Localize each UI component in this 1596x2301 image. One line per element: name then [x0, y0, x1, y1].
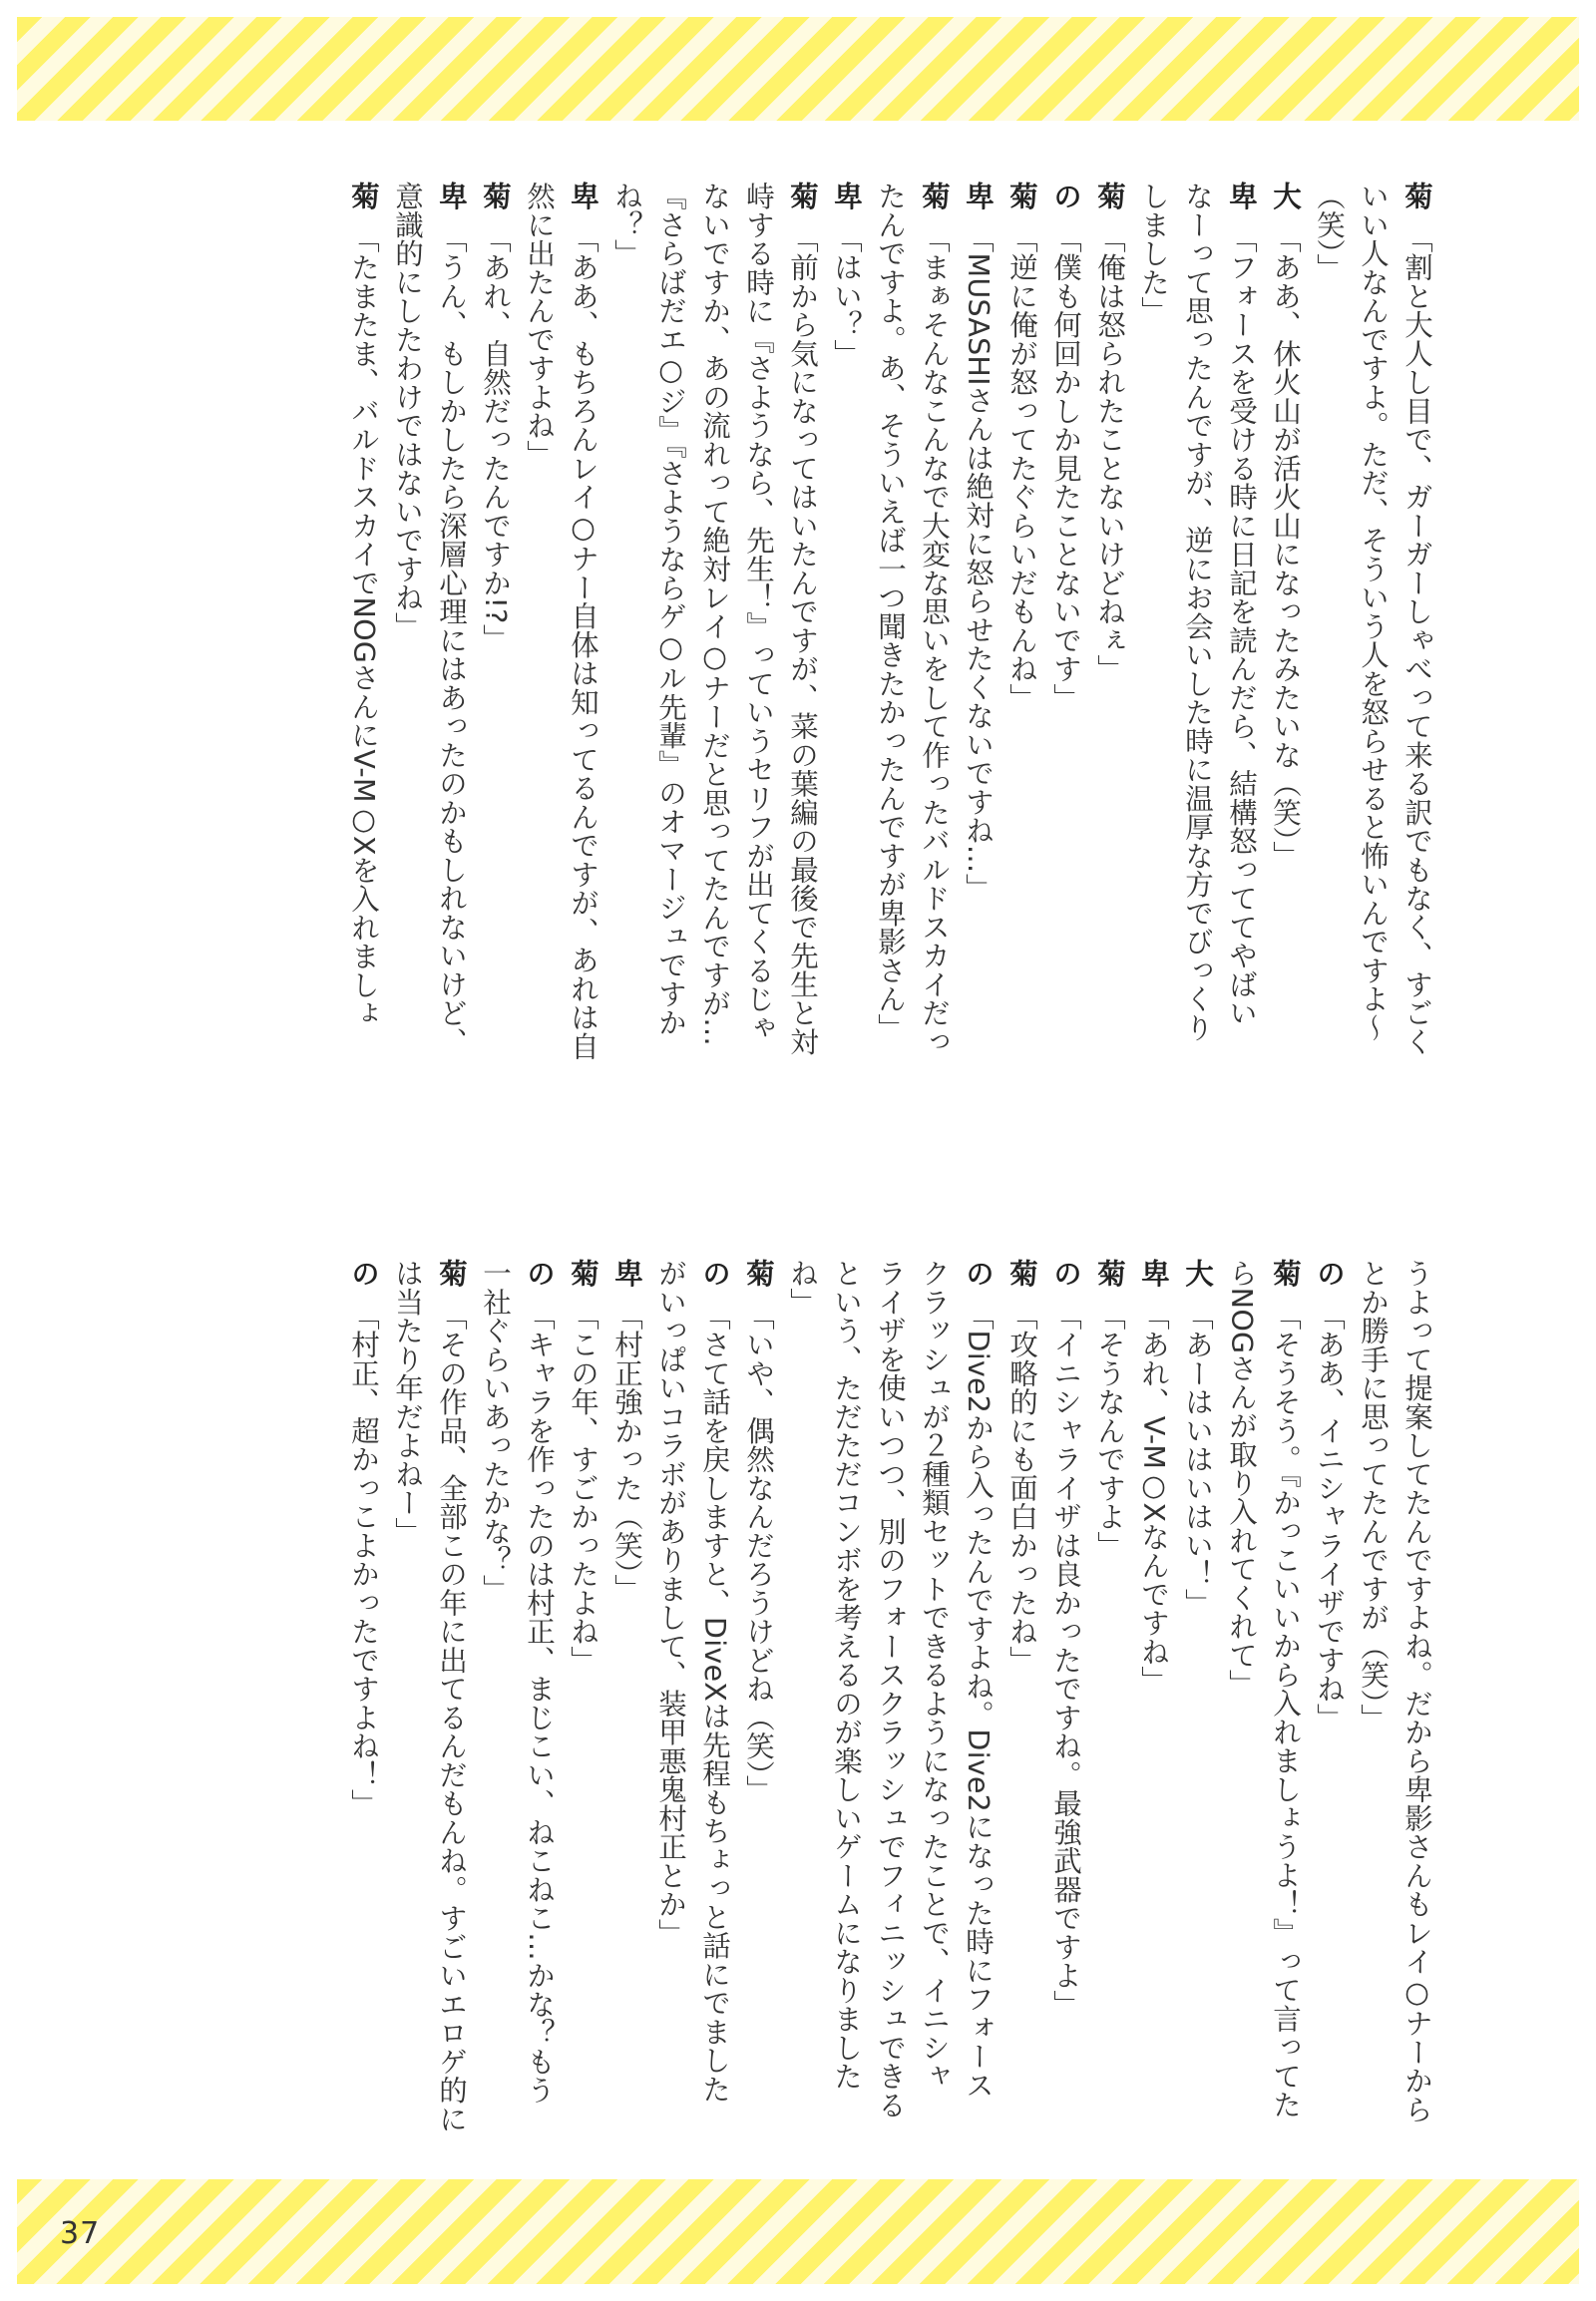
speaker-label: の	[1313, 1259, 1346, 1288]
dialogue-section-top	[180, 182, 1438, 1059]
dialogue-line	[1131, 1259, 1175, 2156]
speaker-label: の	[1049, 182, 1082, 210]
speaker-label: の	[1049, 1259, 1082, 1288]
dialogue-line	[1263, 1259, 1307, 2156]
dialogue-line	[1087, 182, 1131, 1059]
speaker-label: 大	[1181, 1259, 1214, 1288]
dialogue-text: クラッシュが２種類セットできるようになったことで、イニシャ	[918, 1259, 951, 2091]
dialogue-line	[1087, 1259, 1131, 2156]
dialogue-text: 「いや、偶然なんだろうけどね（笑）」	[742, 1301, 775, 1803]
top-decorative-stripe	[17, 17, 1579, 121]
speaker-label: 菊	[742, 1259, 775, 1288]
dialogue-text: がいっぱいコラボがありまして、装甲悪鬼村正とか」	[654, 1259, 687, 1947]
dialogue-text: 「割と大人し目で、ガーガーしゃべって来る訳でもなく、すごく	[1400, 223, 1433, 1056]
dialogue-text: 「その作品、全部この年に出てるんだもんね。すごいエロゲ的に	[435, 1301, 468, 2133]
dialogue-text: 「まぁそんなこんなで大変な思いをして作ったバルドスカイだっ	[918, 223, 951, 1056]
dialogue-text: 「あーはいはいはい！」	[1181, 1301, 1214, 1617]
dialogue-text: 「さて話を戻しますと、DiveXは先程もちょっと話にでました	[698, 1301, 731, 2104]
dialogue-line	[692, 182, 736, 1059]
speaker-label: 菊	[1093, 182, 1126, 210]
dialogue-line	[1307, 1259, 1351, 2156]
dialogue-line	[517, 182, 561, 1059]
dialogue-line	[1395, 1259, 1438, 2156]
speaker-label: 菊	[435, 1259, 468, 1288]
dialogue-text: 「そうなんですよ」	[1093, 1301, 1126, 1560]
dialogue-line	[999, 182, 1043, 1059]
dialogue-line	[385, 1259, 429, 2156]
dialogue-line	[824, 182, 868, 1059]
dialogue-text: 「この年、すごかったよね」	[567, 1301, 599, 1675]
dialogue-text: 「逆に俺が怒ってたぐらいだもんね」	[1005, 223, 1038, 712]
speaker-label: 菊	[786, 182, 819, 210]
dialogue-line	[604, 1259, 648, 2156]
dialogue-text: ね？」	[610, 182, 643, 268]
speaker-label: 菊	[567, 1259, 599, 1288]
speaker-label: 菊	[1005, 182, 1038, 210]
dialogue-line	[341, 182, 385, 1059]
speaker-label: 卑	[610, 1259, 643, 1288]
dialogue-text: 「そうそう。『かっこいいから入れましょうよ！』って言ってた	[1269, 1301, 1302, 2119]
dialogue-text: とか勝手に思ってたんですが（笑）」	[1357, 1259, 1390, 1732]
dialogue-line	[429, 1259, 473, 2156]
dialogue-line	[1131, 182, 1175, 1059]
dialogue-line	[956, 182, 999, 1059]
speaker-label: 卑	[435, 182, 468, 210]
dialogue-line	[473, 1259, 517, 2156]
dialogue-line	[1219, 1259, 1263, 2156]
dialogue-line	[1351, 182, 1395, 1059]
dialogue-line	[736, 182, 780, 1059]
speaker-label: 卑	[830, 182, 863, 210]
dialogue-line	[517, 1259, 561, 2156]
speaker-label: 菊	[479, 182, 512, 210]
dialogue-text: ないですか、あの流れって絶対レイ○ナーだと思ってたんですが…	[698, 182, 731, 1046]
dialogue-text: たんですよ。あ、そういえば一つ聞きたかったんですが卑影さん」	[874, 182, 907, 1042]
dialogue-text: という、ただただコンボを考えるのが楽しいゲームになりました	[830, 1259, 863, 2091]
dialogue-line	[341, 1259, 385, 2156]
dialogue-line	[780, 1259, 824, 2156]
dialogue-line	[648, 1259, 692, 2156]
dialogue-text: 「MUSASHIさんは絶対に怒らせたくないですね…」	[962, 223, 995, 903]
speaker-label: 卑	[1137, 1259, 1170, 1288]
speaker-label: 卑	[962, 182, 995, 210]
speaker-label: の	[523, 1259, 556, 1288]
dialogue-line	[1043, 1259, 1087, 2156]
speaker-label: 卑	[1225, 182, 1258, 210]
dialogue-text: らNOGさんが取り入れてくれて」	[1225, 1259, 1258, 1699]
dialogue-text: なーって思ったんですが、逆にお会いした時に温厚な方でびっくり	[1181, 182, 1214, 1042]
dialogue-line	[473, 182, 517, 1059]
dialogue-text: 一社ぐらいあったかな？」	[479, 1259, 512, 1603]
dialogue-line	[736, 1259, 780, 2156]
dialogue-text: 「村正、超かっこよかったですよね！」	[347, 1301, 380, 1818]
dialogue-section-bottom	[180, 1259, 1438, 2156]
speaker-label: の	[347, 1259, 380, 1288]
dialogue-text: 『さらばだエ○ジ』『さようならゲ○ル先輩』のオマージュですか	[654, 182, 687, 1037]
speaker-label: 菊	[1400, 182, 1433, 210]
dialogue-text: 「ああ、もちろんレイ○ナー自体は知ってるんですが、あれは自	[567, 223, 599, 1060]
dialogue-text: 「俺は怒られたことないけどねぇ」	[1093, 223, 1126, 683]
dialogue-line	[648, 182, 692, 1059]
dialogue-line	[385, 182, 429, 1059]
dialogue-line	[1263, 182, 1307, 1059]
dialogue-line	[429, 182, 473, 1059]
speaker-label: 菊	[1093, 1259, 1126, 1288]
dialogue-line	[780, 182, 824, 1059]
dialogue-text: ライザを使いつつ、別のフォースクラッシュでフィニッシュできる	[874, 1259, 907, 2119]
dialogue-text: うよって提案してたんですよね。だから卑影さんもレイ○ナーから	[1400, 1259, 1433, 2123]
dialogue-text: 「フォースを受ける時に日記を読んだら、結構怒っててやばい	[1225, 223, 1258, 1027]
dialogue-line	[1307, 182, 1351, 1059]
dialogue-text: 「前から気になってはいたんですが、菜の葉編の最後で先生と対	[786, 223, 819, 1056]
dialogue-text: しました」	[1137, 182, 1170, 325]
dialogue-text: 「ああ、休火山が活火山になったみたいな（笑）」	[1269, 223, 1302, 870]
dialogue-text: 意識的にしたわけではないですね」	[391, 182, 424, 640]
dialogue-text: 「村正強かった（笑）」	[610, 1301, 643, 1603]
dialogue-text: 「たまたま、バルドスカイでNOGさんにV-M○Xを入れましょ	[347, 223, 380, 1028]
dialogue-line	[868, 1259, 912, 2156]
dialogue-text: 峙する時に『さようなら、先生！』っていうセリフが出てくるじゃ	[742, 182, 775, 1042]
dialogue-text: 「うん、もしかしたら深層心理にはあったのかもしれないけど、	[435, 223, 468, 1056]
dialogue-text: 「はい？」	[830, 223, 863, 368]
dialogue-text: （笑）」	[1313, 182, 1346, 282]
dialogue-text: 「あれ、自然だったんですか!?」	[479, 223, 512, 653]
dialogue-text: 「キャラを作ったのは村正、まじこい、ねこねこ…かな？もう	[523, 1301, 556, 2105]
dialogue-line	[1395, 182, 1438, 1059]
page-number: 37	[60, 2216, 101, 2251]
dialogue-line	[824, 1259, 868, 2156]
speaker-label: 大	[1269, 182, 1302, 210]
dialogue-line	[912, 182, 956, 1059]
speaker-label: 菊	[347, 182, 380, 210]
dialogue-line	[1219, 182, 1263, 1059]
dialogue-text: 「イニシャライザは良かったですね。最強武器ですよ」	[1049, 1301, 1082, 2019]
dialogue-line	[868, 182, 912, 1059]
dialogue-line	[1043, 182, 1087, 1059]
dialogue-line	[1351, 1259, 1395, 2156]
dialogue-text: 「あれ、V-M○Xなんですね」	[1137, 1301, 1170, 1695]
dialogue-line	[692, 1259, 736, 2156]
dialogue-line	[999, 1259, 1043, 2156]
speaker-label: 菊	[918, 182, 951, 210]
dialogue-text: 「攻略的にも面白かったね」	[1005, 1301, 1038, 1675]
dialogue-line	[561, 1259, 604, 2156]
speaker-label: 卑	[567, 182, 599, 210]
dialogue-text: 「ああ、イニシャライザですね」	[1313, 1301, 1346, 1731]
speaker-label: 菊	[1269, 1259, 1302, 1288]
speaker-label: 菊	[1005, 1259, 1038, 1288]
dialogue-line	[1175, 1259, 1219, 2156]
dialogue-text: 「Dive2から入ったんですよね。Dive2になった時にフォース	[962, 1301, 995, 2100]
dialogue-line	[1175, 182, 1219, 1059]
dialogue-line	[956, 1259, 999, 2156]
bottom-decorative-stripe	[17, 2179, 1579, 2284]
dialogue-line	[912, 1259, 956, 2156]
dialogue-line	[561, 182, 604, 1059]
dialogue-text: 然に出たんですよね」	[523, 182, 556, 469]
dialogue-text: ね」	[786, 1259, 819, 1317]
dialogue-line	[604, 182, 648, 1059]
speaker-label: の	[698, 1259, 731, 1288]
dialogue-text: 「僕も何回かしか見たことないです」	[1049, 223, 1082, 712]
speaker-label: の	[962, 1259, 995, 1288]
dialogue-text: いい人なんですよ。ただ、そういう人を怒らせると怖いんですよ～	[1357, 182, 1390, 1042]
dialogue-text: は当たり年だよねー」	[391, 1259, 424, 1546]
